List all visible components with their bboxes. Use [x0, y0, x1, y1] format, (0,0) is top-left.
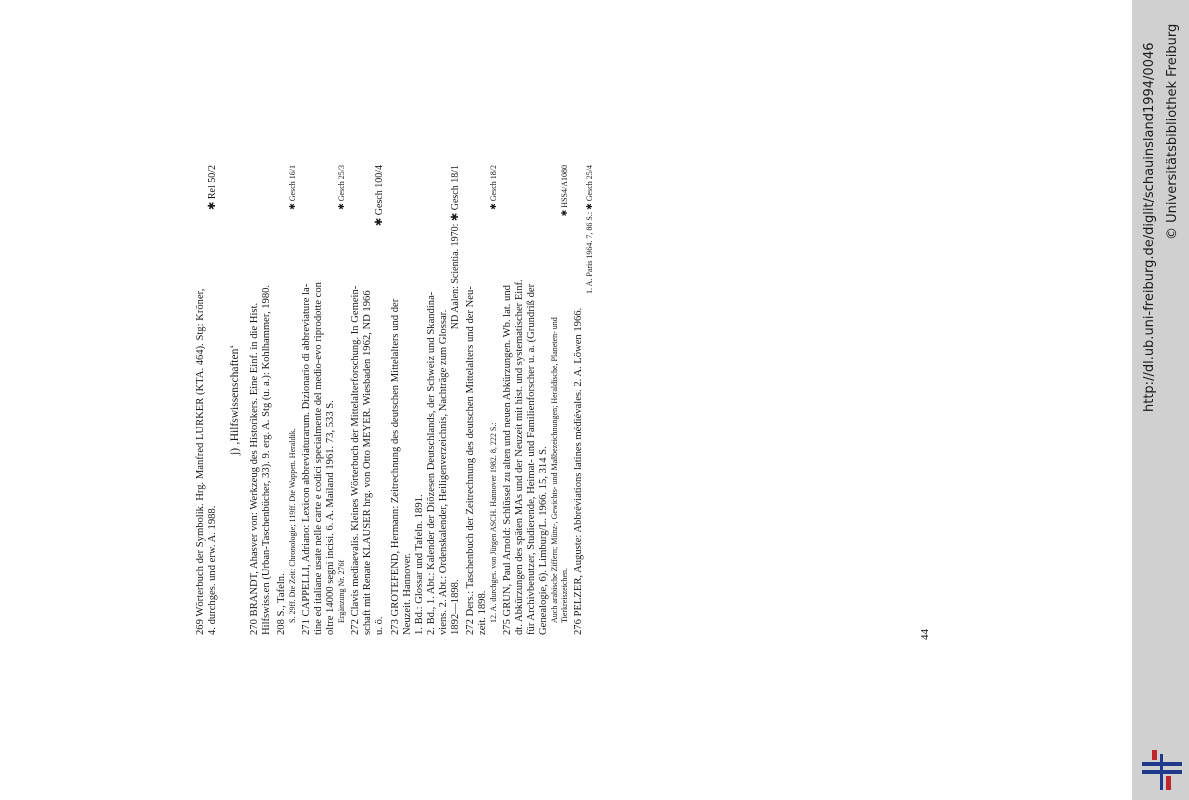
line-text: 2. Bd., 1. Abt.: Kalender der Diözesen Deutschlands, der Schweiz und Skandina-	[425, 291, 437, 635]
text-line	[465, 165, 477, 635]
shelfmark: ✱ Gesch 100/4	[374, 165, 386, 227]
shelfmark: ✱ Gesch 16/1	[288, 165, 298, 210]
text-line	[288, 165, 298, 635]
text-line	[195, 165, 207, 635]
text-line	[207, 165, 219, 635]
line-text: 276 PELZER, Auguste: Abbréviations latines médiévales. 2. A. Löwen 1966.	[573, 307, 585, 635]
line-text: 4. durchges. und erw. A. 1988.	[207, 505, 219, 635]
line-text: schaft mit Renate KLAUSER hrg. von Otto MEYER. Wiesbaden 1962, ND 1966	[362, 290, 374, 635]
text-line	[301, 165, 313, 635]
text-line	[489, 165, 499, 635]
shelfmark: ✱ HSS4/A1080	[560, 165, 570, 217]
line-text: für Archivbenutzer, Studierende, Heimat- und Familienforscher u. a. (Grundriß der	[525, 283, 537, 635]
text-line	[313, 165, 325, 635]
line-text: 272 Clavis mediaevalis. Kleines Wörterbuch der Mittelalterforschung. In Gemein-	[350, 285, 362, 635]
line-text: u. ö.	[374, 616, 386, 635]
text-line	[450, 165, 462, 635]
text-line	[325, 165, 337, 635]
text-line	[502, 165, 514, 635]
shelfmark: ✱ Gesch 18/2	[488, 165, 498, 210]
text-line	[390, 165, 402, 635]
text-line	[350, 165, 362, 635]
text-line	[550, 165, 560, 635]
text-line	[261, 165, 273, 635]
line-text: 271 CAPPELLI, Adriano: Lexicon abbreviaturarum. Dizionario di abbreviature la-	[301, 283, 313, 635]
text-line	[477, 165, 489, 635]
line-text: 270 BRANDT, Ahasver von: Werkzeug des Historikers. Eine Einf. in die Hist.	[249, 302, 261, 635]
line-text: tine ed italiane usate nelle carte e codici specialmente del medio-evo riprodotte con	[313, 282, 325, 635]
line-text: 208 S., Tafeln.	[276, 573, 288, 635]
text-line	[414, 165, 426, 635]
text-line	[514, 165, 526, 635]
text-line	[402, 165, 414, 635]
text-line	[538, 165, 550, 635]
text-line	[585, 165, 595, 635]
line-text: Hilfswiss.en (Urban-Taschenbücher, 33). 9. erg. A. Stg (u. a.): Kohlhammer, 1980.	[261, 284, 273, 635]
text-line	[560, 165, 570, 635]
line-text: 269 Wörterbuch der Symbolik. Hrg. Manfred LURKER (KTA. 464). Stg: Kröner,	[195, 288, 206, 635]
line-text: dt. Abkürzungen des späten MAs und der Neuzeit mit hist. und systematischer Einf.	[513, 279, 525, 635]
text-line	[362, 165, 374, 635]
line-text: Tierkreiszeichen.	[560, 567, 570, 623]
line-text: 1. Bd.: Glossar und Tafeln. 1891.	[413, 494, 425, 635]
line-text: Neuzeit. Hannover.	[401, 552, 413, 635]
text-line	[249, 165, 261, 635]
shelfmark: ✱ Rel 50/2	[207, 165, 219, 211]
line-text: 1. A. Paris 1964. 7, 86 S.: ✱ Gesch 25/4	[585, 165, 595, 294]
line-text: 272 Ders.: Taschenbuch der Zeitrechnung des deutschen Mittelalters und der Neu-	[464, 286, 476, 635]
section-heading	[227, 165, 243, 635]
line-text: Auch arabische Ziffern; Münz-, Gewichts- und Maßbezeichnungen; Heraldische, Planeten- und	[550, 317, 560, 623]
text-line	[526, 165, 538, 635]
shelfmark: ✱ Gesch 25/3	[337, 165, 347, 210]
page-number: 44	[919, 629, 931, 640]
line-text: 1892—1898.	[449, 579, 461, 635]
text-line	[276, 165, 288, 635]
line-text: 275 GRUN, Paul Arnold: Schlüssel zu alten und neuen Abkürzungen. Wb. lat. und	[501, 285, 513, 635]
line-text: 12. A. durchges. von Jürgen ASCH. Hannover 1982. 8, 222 S.:	[488, 422, 498, 623]
line-text: 273 GROTEFEND, Hermann: Zeitrechnung des deutschen Mittelalters und der	[389, 298, 401, 635]
text-line	[374, 165, 386, 635]
line-text: oltre 14000 segni incisi. 6. A. Mailand 1961. 73, 533 S.	[325, 400, 337, 635]
line-text: Ergänzung Nr. 276f	[337, 559, 347, 623]
line-text: viens. 2. Abt.: Ordenskalender, Heiligenverzeichnis, Nachträge zum Glossar.	[437, 309, 449, 635]
rotated-text-block	[195, 165, 715, 635]
text-line	[573, 165, 585, 635]
ub-freiburg-logo-icon	[1140, 748, 1184, 792]
line-text: j) ‚Hilfswissenschaften‘	[229, 344, 242, 455]
text-line	[438, 165, 450, 635]
source-url[interactable]: http://dl.ub.uni-freiburg.de/diglit/schauinsland1994/0046	[1142, 42, 1157, 412]
line-text: S. 29ff. Die Zeit: Chronologie; 119ff. Die Wappen. Heraldik.	[288, 428, 298, 623]
text-line	[426, 165, 438, 635]
line-text: Genealogie, 6). Limburg/L. 1966. 15, 314 S.	[538, 446, 550, 635]
text-line	[337, 165, 347, 635]
shelfmark: ND Aalen: Scientia. 1970: ✱ Gesch 18/1	[449, 165, 461, 330]
copyright-notice: © Universitätsbibliothek Freiburg	[1165, 23, 1180, 240]
line-text: zeit. 1898.	[476, 590, 488, 635]
